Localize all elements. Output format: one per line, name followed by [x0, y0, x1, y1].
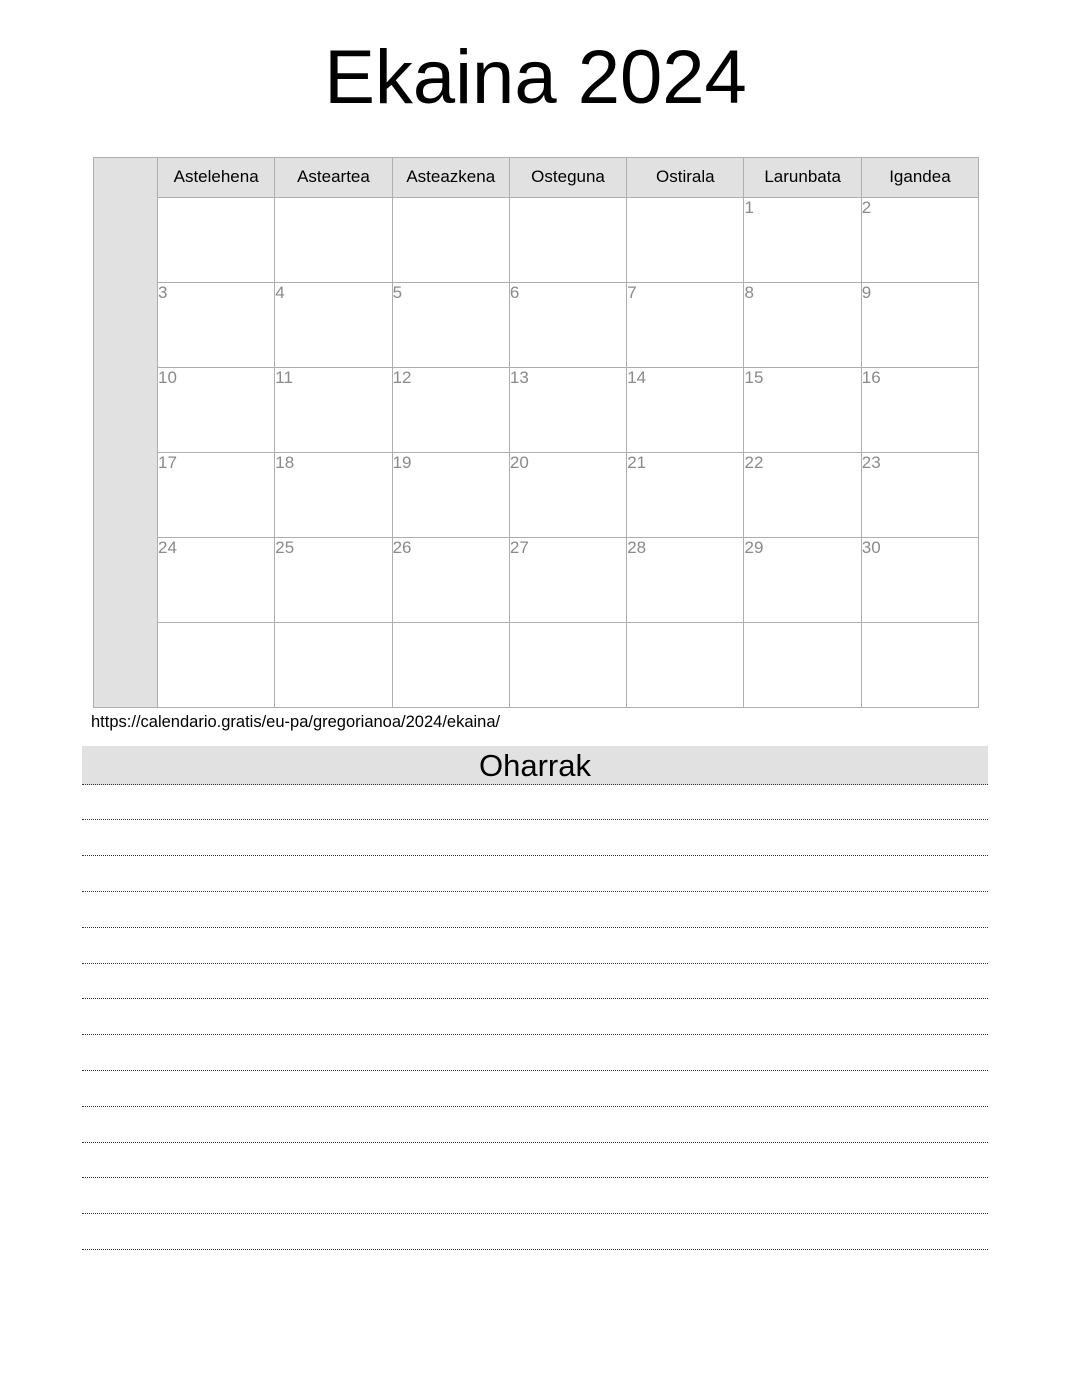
week-spacer-column [94, 157, 158, 707]
weekday-header-row [94, 157, 979, 197]
week-row [94, 367, 979, 452]
day-cell-15: 15 [744, 367, 861, 452]
day-cell-12: 12 [392, 367, 509, 452]
note-line [82, 1214, 988, 1250]
day-cell [158, 622, 275, 707]
day-cell-7: 7 [627, 282, 744, 367]
day-cell [275, 197, 392, 282]
day-cell [392, 622, 509, 707]
note-line [82, 1107, 988, 1143]
day-cell-3: 3 [158, 282, 275, 367]
day-cell-2: 2 [861, 197, 978, 282]
note-line [82, 856, 988, 892]
weekday-header-thursday: Osteguna [509, 157, 626, 197]
day-cell [509, 622, 626, 707]
weekday-header-sunday: Igandea [861, 157, 978, 197]
weekday-header-wednesday: Asteazkena [392, 157, 509, 197]
day-cell-26: 26 [392, 537, 509, 622]
day-cell-10: 10 [158, 367, 275, 452]
day-cell-11: 11 [275, 367, 392, 452]
day-cell-5: 5 [392, 282, 509, 367]
day-cell-4: 4 [275, 282, 392, 367]
day-cell-13: 13 [509, 367, 626, 452]
note-line [82, 999, 988, 1035]
weekday-header-tuesday: Asteartea [275, 157, 392, 197]
note-line [82, 1143, 988, 1179]
day-cell-18: 18 [275, 452, 392, 537]
day-cell-25: 25 [275, 537, 392, 622]
day-cell-28: 28 [627, 537, 744, 622]
week-row [94, 452, 979, 537]
weekday-header-saturday: Larunbata [744, 157, 861, 197]
note-line [82, 1071, 988, 1107]
note-line [82, 1035, 988, 1071]
day-cell [861, 622, 978, 707]
day-cell [158, 197, 275, 282]
day-cell-1: 1 [744, 197, 861, 282]
day-cell [744, 622, 861, 707]
day-cell-9: 9 [861, 282, 978, 367]
week-row [94, 282, 979, 367]
day-cell [627, 197, 744, 282]
day-cell-20: 20 [509, 452, 626, 537]
notes-heading: Oharrak [82, 746, 988, 785]
day-cell-23: 23 [861, 452, 978, 537]
source-url: https://calendario.gratis/eu-pa/gregorianoa/2024/ekaina/ [91, 712, 501, 731]
week-row [94, 197, 979, 282]
day-cell-8: 8 [744, 282, 861, 367]
calendar-table [93, 157, 979, 708]
note-line [82, 785, 988, 821]
weekday-header-monday: Astelehena [158, 157, 275, 197]
day-cell-21: 21 [627, 452, 744, 537]
day-cell-30: 30 [861, 537, 978, 622]
day-cell-6: 6 [509, 282, 626, 367]
day-cell-19: 19 [392, 452, 509, 537]
week-row [94, 537, 979, 622]
day-cell [627, 622, 744, 707]
day-cell [275, 622, 392, 707]
week-row-empty [94, 622, 979, 707]
day-cell-27: 27 [509, 537, 626, 622]
day-cell-16: 16 [861, 367, 978, 452]
day-cell-17: 17 [158, 452, 275, 537]
note-line [82, 1178, 988, 1214]
page-title: Ekaina 2024 [324, 35, 747, 120]
day-cell [509, 197, 626, 282]
day-cell-29: 29 [744, 537, 861, 622]
weekday-header-friday: Ostirala [627, 157, 744, 197]
note-line [82, 820, 988, 856]
note-line [82, 928, 988, 964]
day-cell-24: 24 [158, 537, 275, 622]
notes-section [82, 746, 988, 1250]
day-cell-22: 22 [744, 452, 861, 537]
day-cell [392, 197, 509, 282]
note-line [82, 892, 988, 928]
note-line [82, 964, 988, 1000]
day-cell-14: 14 [627, 367, 744, 452]
